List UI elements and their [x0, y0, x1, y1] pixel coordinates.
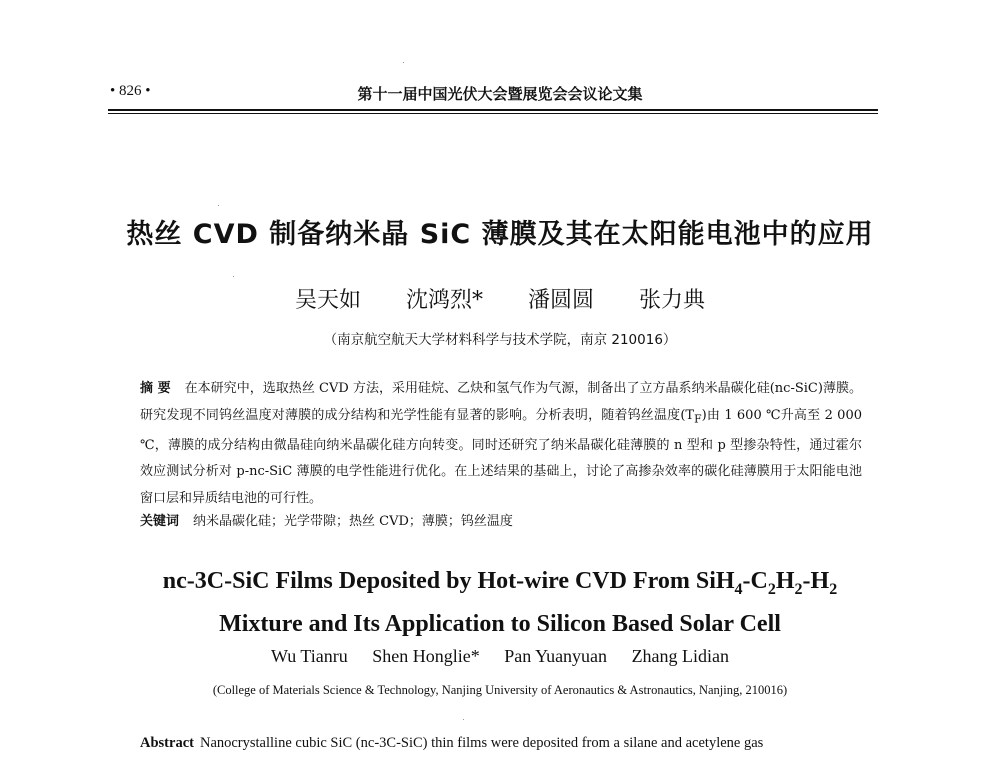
abstract-text: Nanocrystalline cubic SiC (nc-3C-SiC) thin films were deposited from a silane and acetylene gas	[199, 735, 764, 751]
english-title-line2: Mixture and Its Application to Silicon Based Solar Cell	[219, 610, 781, 637]
scan-speck	[218, 205, 219, 206]
chinese-title: 热丝 CVD 制备纳米晶 SiC 薄膜及其在太阳能电池中的应用	[126, 219, 874, 250]
title-text: -C	[742, 568, 768, 594]
title-subscript: 2	[794, 580, 803, 598]
english-abstract	[140, 735, 862, 752]
author-name: 沈鸿烈*	[405, 288, 483, 313]
abstract-label: Abstract	[140, 735, 194, 751]
author-name: Wu Tianru	[270, 646, 348, 666]
title-subscript: 2	[829, 580, 838, 598]
chinese-authors	[0, 283, 1000, 314]
abstract-text: 在本研究中，选取热丝 CVD 方法，采用硅烷、乙炔和氢气作为气源，制备出了立方晶系纳米晶碳化硅(nc-SiC)薄膜。研究发现不同钨丝温度对薄膜的成分结构和光学性能有显著的影响。分析表明，随着钨丝温度(T	[140, 381, 862, 423]
author-name: Shen Honglie*	[372, 646, 480, 666]
author-name: Pan Yuanyuan	[504, 646, 608, 666]
running-header-title: 第十一届中国光伏大会暨展览会会议论文集	[357, 85, 643, 103]
scan-speck	[463, 719, 464, 720]
abstract-label: 摘 要	[140, 381, 171, 396]
chinese-affiliation: （南京航空航天大学材料科学与技术学院，南京 210016）	[323, 332, 677, 348]
chinese-keywords	[140, 510, 862, 529]
header-rule-thick	[108, 109, 878, 111]
keywords-text: 纳米晶碳化硅；光学带隙；热丝 CVD；薄膜；钨丝温度	[193, 514, 513, 529]
scan-speck	[403, 62, 404, 63]
author-name: 吴天如	[294, 288, 361, 313]
title-text: nc-3C-SiC Films Deposited by Hot-wire CVD From SiH	[162, 568, 735, 594]
title-subscript: 2	[767, 580, 776, 598]
author-name: 潘圆圆	[528, 288, 595, 313]
chinese-abstract	[140, 376, 862, 512]
title-subscript: 4	[734, 580, 743, 598]
english-affiliation: (College of Materials Science & Technology, Nanjing University of Aeronautics & Astronautics, Nanjing, 210016)	[212, 683, 788, 697]
title-text: H	[775, 568, 795, 594]
page-number: • 826 •	[110, 83, 151, 99]
english-title-line1	[0, 564, 1000, 607]
keywords-label: 关键词	[140, 514, 180, 529]
header-rule-thin	[108, 113, 878, 114]
abstract-subscript: F	[694, 412, 702, 426]
author-name: 张力典	[639, 288, 706, 313]
abstract-text-cont: )由 1 600 ℃升高至 2 000 ℃，薄膜的成分结构由微晶硅向纳米晶碳化硅方向转变。同时还研究了纳米晶碳化硅薄膜的 n 型和 p 型掺杂特性，通过霍尔效应测试分析对 p-nc-SiC 薄膜的电学性能进行优化。在上述结果的基础上，讨论了高掺杂效率的碳化硅薄膜用于太阳能电池窗口层和异质结电池的可行性。	[140, 407, 862, 506]
english-title	[0, 564, 1000, 641]
scan-speck	[233, 276, 234, 277]
author-name: Zhang Lidian	[631, 646, 730, 666]
english-authors	[0, 646, 1000, 667]
title-text: -H	[802, 568, 830, 594]
